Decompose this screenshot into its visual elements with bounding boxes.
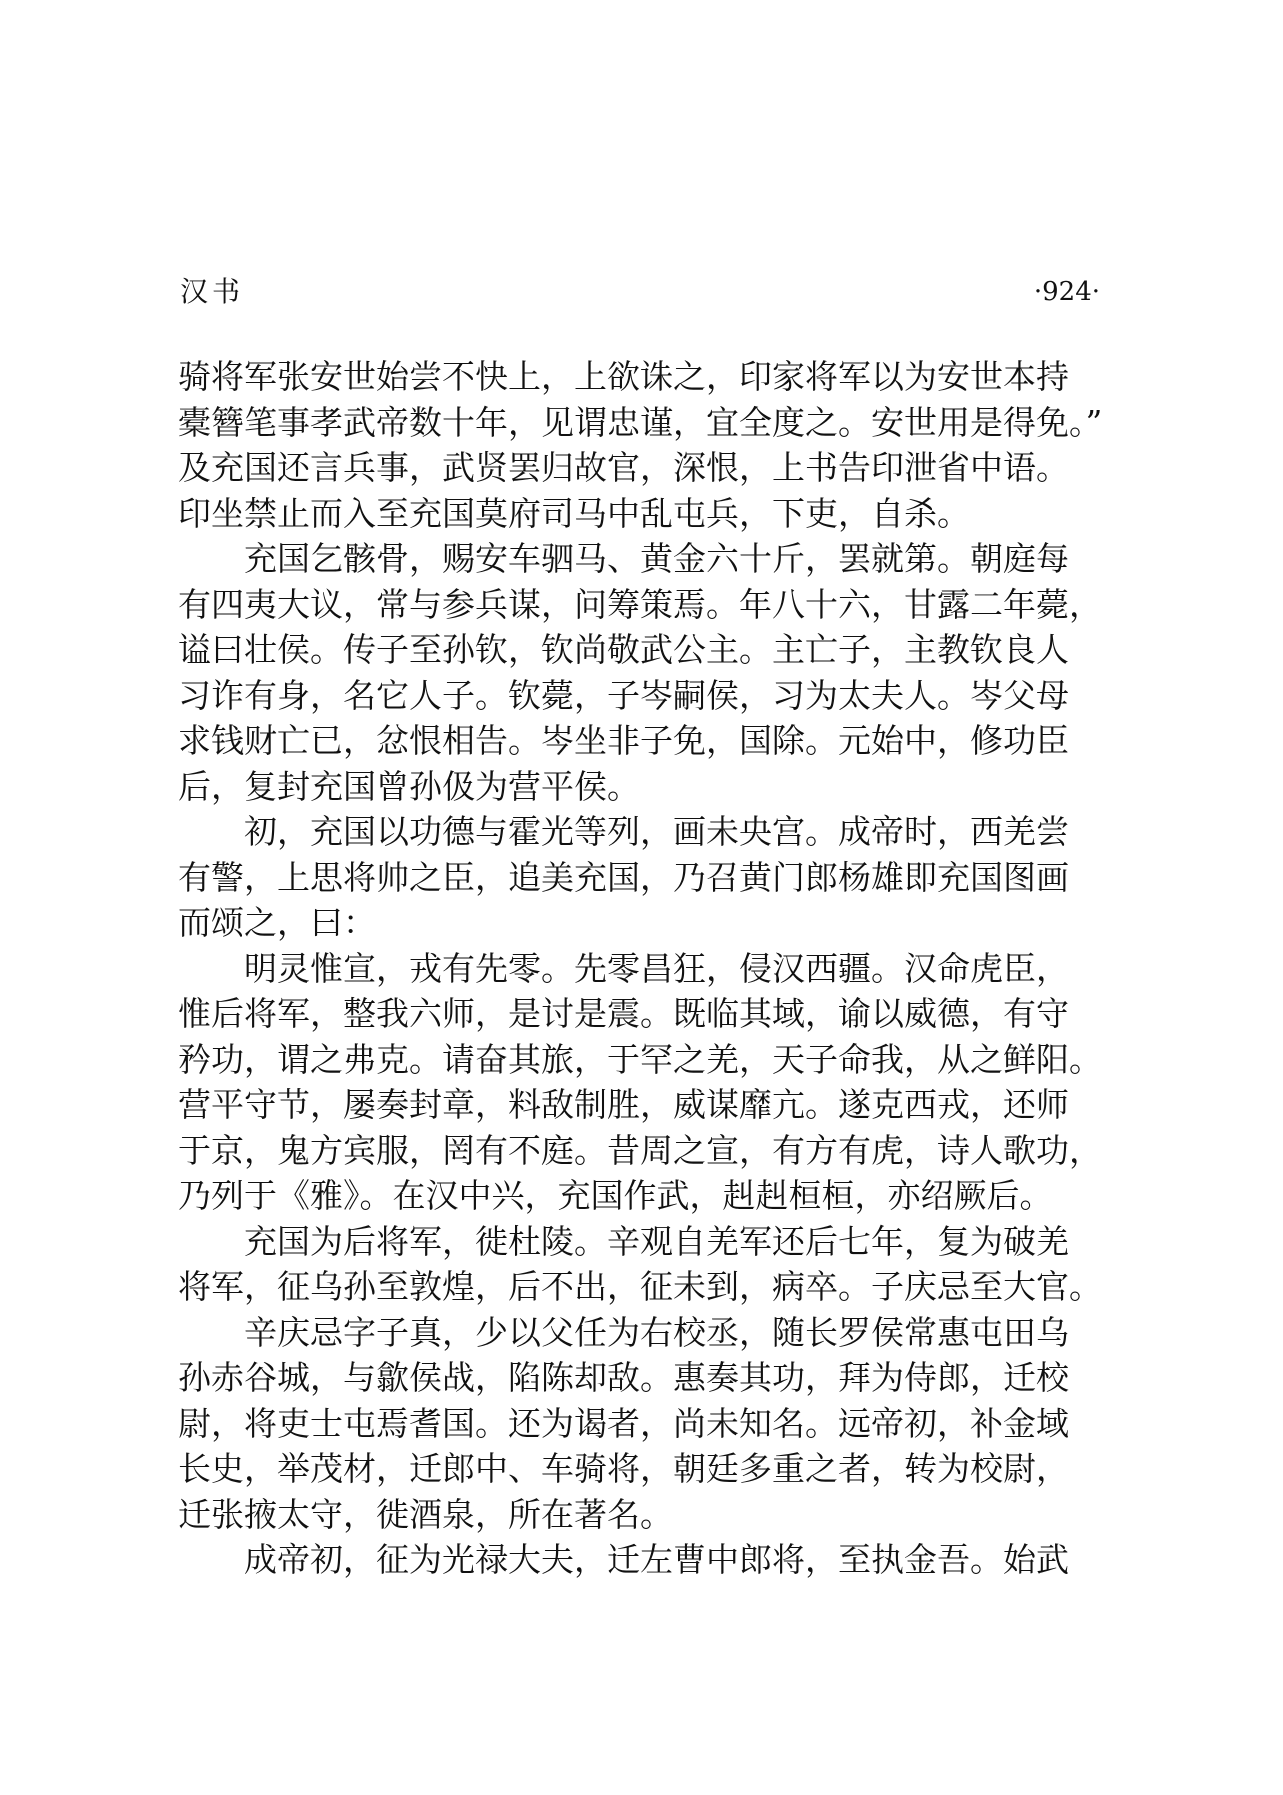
text-line: 长史，举茂材，迁郎中、车骑将，朝廷多重之者，转为校尉， bbox=[178, 1449, 1069, 1488]
text-line: 求钱财亡已，忿恨相告。岑坐非子免，国除。元始中，修功臣 bbox=[178, 721, 1069, 760]
text-line: 充国为后将军，徙杜陵。辛观自羌军还后七年，复为破羌 bbox=[244, 1221, 1069, 1261]
body-text bbox=[178, 354, 1108, 1583]
page-number: ·924· bbox=[1033, 277, 1100, 307]
page-header bbox=[180, 272, 1100, 312]
text-line: 将军，征乌孙至敦煌，后不出，征未到，病卒。子庆忌至大官。 bbox=[178, 1267, 1102, 1306]
text-line: 习诈有身，名它人子。钦薨，子岑嗣侯，习为太夫人。岑父母 bbox=[178, 675, 1069, 715]
text-line: 于京，鬼方宾服，罔有不庭。昔周之宣，有方有虎，诗人歌功， bbox=[178, 1130, 1102, 1170]
text-line: 橐簪笔事孝武帝数十年，见谓忠谨，宜全度之。安世用是得免。” bbox=[178, 402, 1103, 442]
text-line: 初，充国以功德与霍光等列，画未央宫。成帝时，西羌尝 bbox=[244, 812, 1069, 851]
text-line: 印坐禁止而入至充国莫府司马中乱屯兵，下吏，自杀。 bbox=[178, 493, 970, 533]
text-line: 后，复封充国曾孙伋为营平侯。 bbox=[178, 766, 640, 806]
text-line: 而颂之，曰： bbox=[178, 903, 376, 942]
text-line: 辛庆忌字子真，少以父任为右校丞，随长罗侯常惠屯田乌 bbox=[244, 1312, 1069, 1352]
text-line: 矜功，谓之弗克。请奋其旅，于罕之羌，天子命我，从之鲜阳。 bbox=[178, 1039, 1102, 1079]
text-line: 惟后将军，整我六师，是讨是震。既临其域，谕以威德，有守 bbox=[178, 994, 1069, 1033]
text-line: 明灵惟宣，戎有先零。先零昌狂，侵汉西疆。汉命虎臣， bbox=[244, 948, 1069, 988]
text-line: 孙赤谷城，与歙侯战，陷陈却敌。惠奏其功，拜为侍郎，迁校 bbox=[178, 1358, 1069, 1397]
book-title: 汉书 bbox=[180, 275, 245, 308]
text-line: 尉，将吏士屯焉耆国。还为谒者，尚未知名。远帝初，补金域 bbox=[178, 1403, 1069, 1443]
text-line: 充国乞骸骨，赐安车驷马、黄金六十斤，罢就第。朝庭每 bbox=[244, 539, 1069, 578]
text-line: 及充国还言兵事，武贤罢归故官，深恨，上书告印泄省中语。 bbox=[178, 448, 1069, 487]
text-line: 营平守节，屡奏封章，料敌制胜，威谋靡亢。遂克西戎，还师 bbox=[178, 1085, 1069, 1124]
text-line: 骑将军张安世始尝不快上，上欲诛之，印家将军以为安世本持 bbox=[178, 357, 1069, 396]
text-line: 迁张掖太守，徙酒泉，所在著名。 bbox=[178, 1494, 673, 1534]
text-line: 乃列于《雅》。在汉中兴，充国作武，赳赳桓桓，亦绍厥后。 bbox=[178, 1176, 1053, 1215]
text-line: 有四夷大议，常与参兵谋，问筹策焉。年八十六，甘露二年薨， bbox=[178, 584, 1102, 624]
text-line: 成帝初，征为光禄大夫，迁左曹中郎将，至执金吾。始武 bbox=[244, 1540, 1069, 1579]
text-line: 谥曰壮侯。传子至孙钦，钦尚敬武公主。主亡子，主教钦良人 bbox=[178, 630, 1069, 669]
text-line: 有警，上思将帅之臣，追美充国，乃召黄门郎杨雄即充国图画 bbox=[178, 857, 1069, 897]
